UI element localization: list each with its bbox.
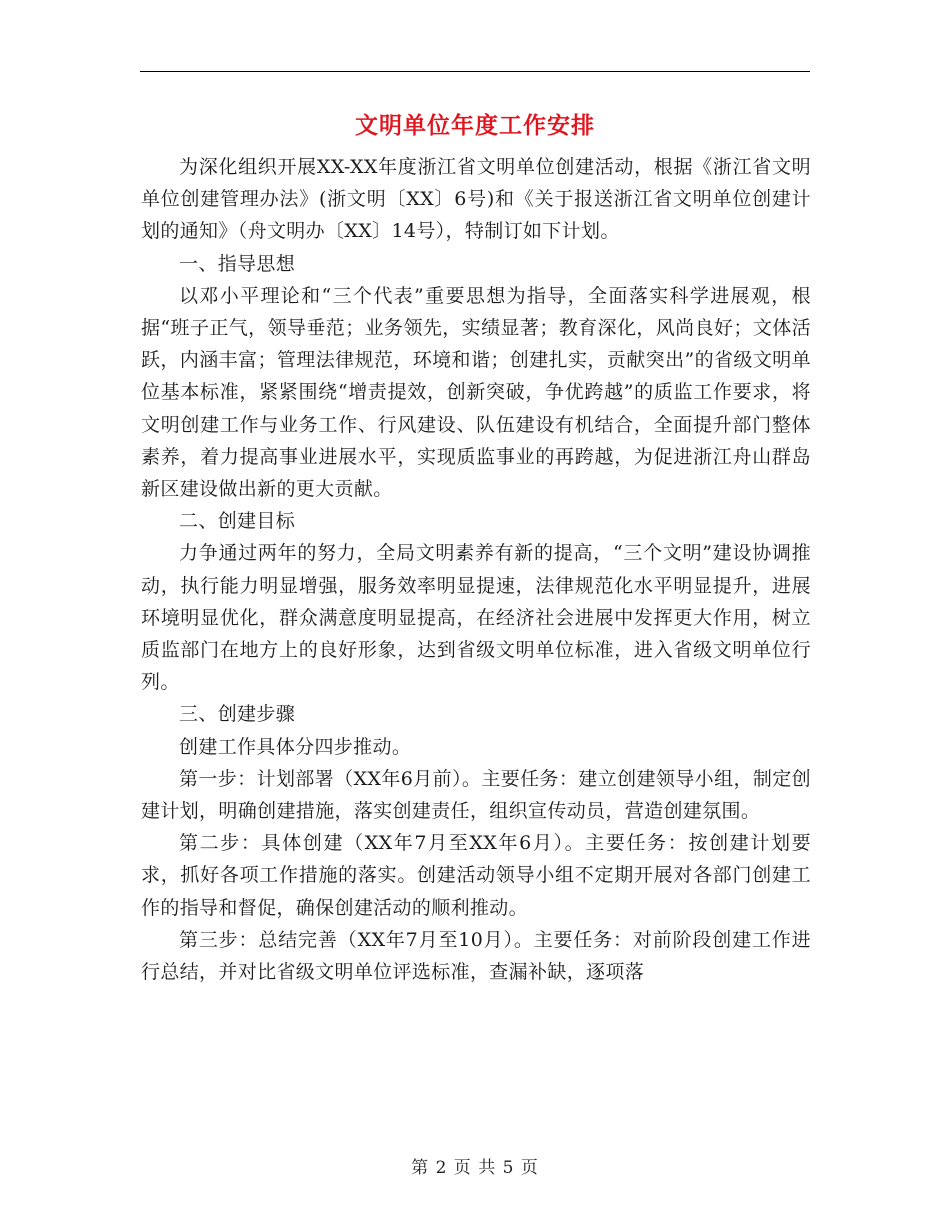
section-heading-guiding-ideology: 一、指导思想 — [179, 252, 296, 275]
step-three-paragraph: 第三步：总结完善（XX年7月至10月）。主要任务：对前阶段创建工作进行总结，并对比省级文明单位评选标准，查漏补缺，逐项落 — [141, 928, 811, 984]
header-rule — [140, 71, 810, 72]
step-two-paragraph: 第二步：具体创建（XX年7月至XX年6月）。主要任务：按创建计划要求，抓好各项工作措施的落实。创建活动领导小组不定期开展对各部门创建工作的指导和督促，确保创建活动的顺利推动。 — [141, 832, 811, 919]
steps-intro-paragraph: 创建工作具体分四步推动。 — [179, 735, 412, 758]
section-heading-steps: 三、创建步骤 — [179, 703, 296, 726]
goals-paragraph: 力争通过两年的努力，全局文明素养有新的提高，“三个文明”建设协调推动，执行能力明显增强，服务效率明显提速，法律规范化水平明显提升，进展环境明显优化，群众满意度明显提高，在经济社会进展中发挥更大作用，树立质监部门在地方上的良好形象，达到省级文明单位标准，进入省级文明单位行列。 — [141, 542, 811, 694]
step-one-paragraph: 第一步：计划部署（XX年6月前）。主要任务：建立创建领导小组，制定创建计划，明确创建措施，落实创建责任，组织宣传动员，营造创建氛围。 — [141, 767, 811, 823]
document-title: 文明单位年度工作安排 — [355, 112, 595, 139]
page-number: 第 2 页 共 5 页 — [411, 1158, 539, 1178]
guiding-ideology-paragraph: 以邓小平理论和“三个代表”重要思想为指导，全面落实科学进展观，根据“班子正气，领导垂范；业务领先，实绩显著；教育深化，风尚良好；文体活跃，内涵丰富；管理法律规范，环境和谐；创建扎实，贡献突出”的省级文明单位基本标准，紧紧围绕“增责提效，创新突破，争优跨越”的质监工作要求，将文明创建工作与业务工作、行风建设、队伍建设有机结合，全面提升部门整体素养，着力提高事业进展水平，实现质监事业的再跨越，为促进浙江舟山群岛新区建设做出新的更大贡献。 — [141, 284, 811, 501]
section-heading-goals: 二、创建目标 — [179, 510, 296, 533]
document-body — [141, 151, 811, 988]
intro-paragraph: 为深化组织开展XX-XX年度浙江省文明单位创建活动，根据《浙江省文明单位创建管理办法》(浙文明〔XX〕6号)和《关于报送浙江省文明单位创建计划的通知》（舟文明办〔XX〕14号），特制订如下计划。 — [141, 156, 811, 243]
